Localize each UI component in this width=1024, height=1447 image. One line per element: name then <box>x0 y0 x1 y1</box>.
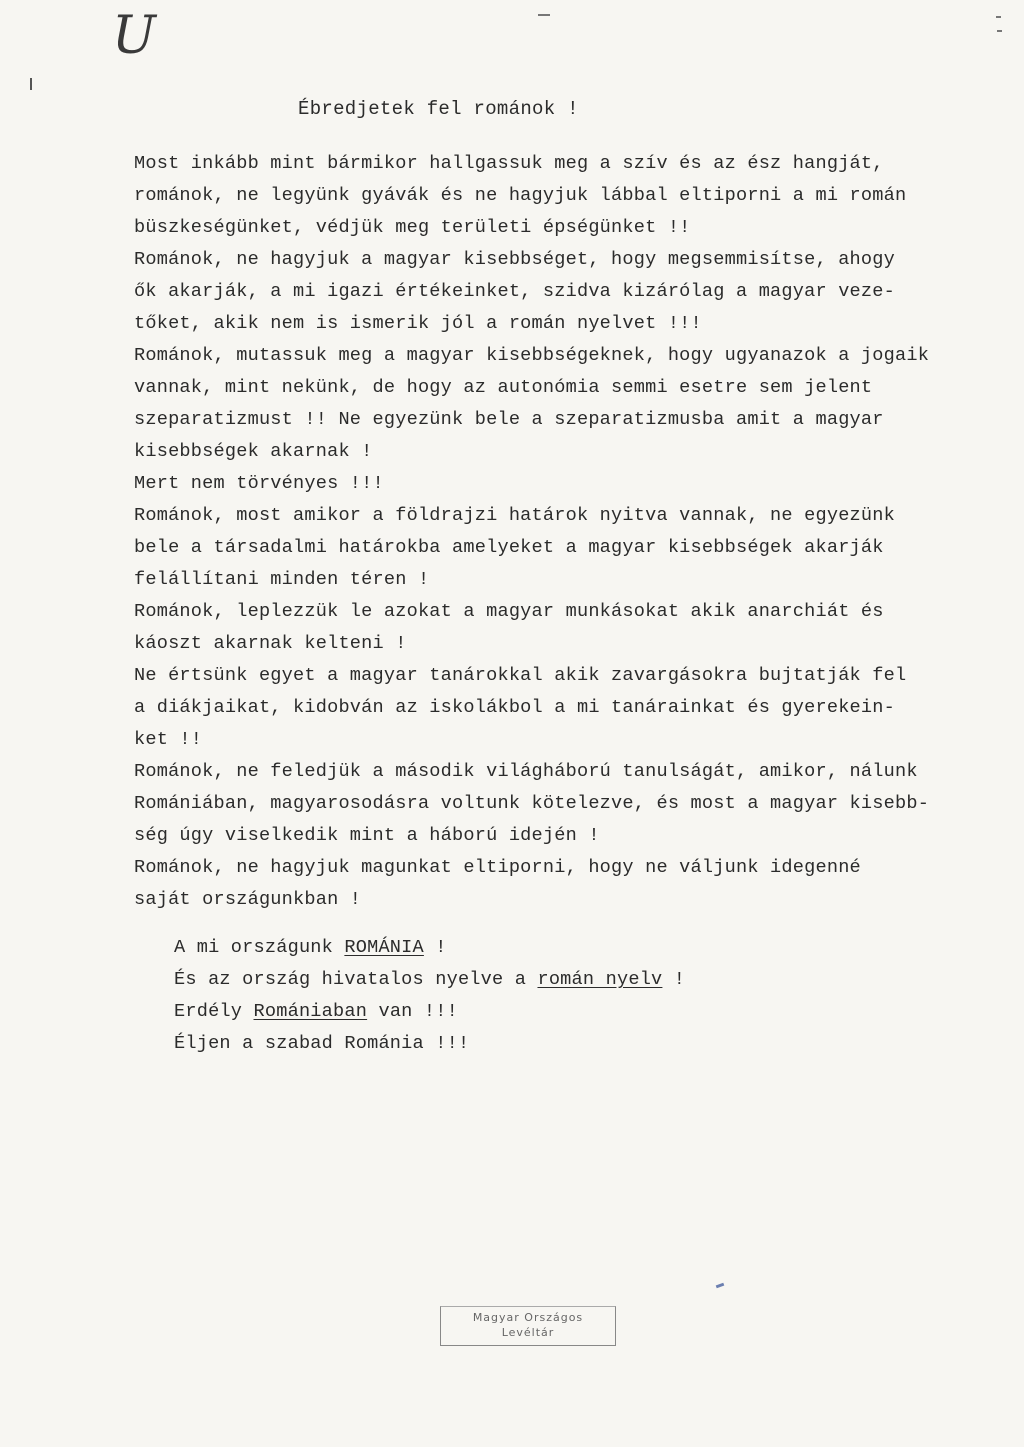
text-line: tőket, akik nem is ismerik jól a román nyelvet !!! <box>134 313 702 334</box>
stamp-line-2: Levéltár <box>501 1326 555 1339</box>
text-line: a diákjaikat, kidobván az iskolákbol a mi tanárainkat és gyerekein- <box>134 697 895 718</box>
text-line: Most inkább mint bármikor hallgassuk meg a szív és az ész hangját, <box>134 153 884 174</box>
margin-tick-mark <box>30 78 32 90</box>
text-line: büszkeségünket, védjük meg területi épségünket !! <box>134 217 691 238</box>
closing-line-2: És az ország hivatalos nyelve a román nyelv ! <box>174 969 686 990</box>
body-paragraphs <box>134 148 1014 916</box>
text-line: Románok, leplezzük le azokat a magyar munkásokat akik anarchiát és <box>134 601 884 622</box>
corner-dash-mark <box>996 16 1001 18</box>
underlined-text: ROMÁNIA <box>344 937 424 958</box>
archive-stamp <box>440 1306 616 1346</box>
text-line: Románok, ne feledjük a második világháború tanulságát, amikor, nálunk <box>134 761 918 782</box>
text-line: kisebbségek akarnak ! <box>134 441 373 462</box>
ink-mark <box>716 1283 725 1289</box>
handwritten-mark: U <box>112 6 156 66</box>
text-line: vannak, mint nekünk, de hogy az autonómia semmi esetre sem jelent <box>134 377 873 398</box>
text-line: Ne értsünk egyet a magyar tanárokkal akik zavargásokra bujtatják fel <box>134 665 907 686</box>
text-line: felállítani minden téren ! <box>134 569 430 590</box>
text-line: Románok, ne hagyjuk magunkat eltiporni, hogy ne váljunk idegenné <box>134 857 861 878</box>
closing-line-4: Éljen a szabad Románia !!! <box>174 1033 470 1054</box>
corner-dash-mark-2 <box>997 30 1002 32</box>
text-line: saját országunkban ! <box>134 889 362 910</box>
underlined-text: román nyelv <box>537 969 663 990</box>
text-line: Románok, most amikor a földrajzi határok nyitva vannak, ne egyezünk <box>134 505 895 526</box>
text-line: Romániában, magyarosodásra voltunk kötelezve, és most a magyar kisebb- <box>134 793 930 814</box>
closing-slogans <box>174 932 685 1060</box>
text-line: ség úgy viselkedik mint a háború idején ! <box>134 825 600 846</box>
top-dash-mark <box>538 14 550 16</box>
stamp-line-1: Magyar Országos <box>472 1311 584 1324</box>
text-line: ket !! <box>134 729 203 750</box>
text-line: Románok, mutassuk meg a magyar kisebbségeknek, hogy ugyanazok a jogaik <box>134 345 930 366</box>
underlined-text: Romániaban <box>253 1001 368 1022</box>
text-line: káoszt akarnak kelteni ! <box>134 633 407 654</box>
text-line: románok, ne legyünk gyávák és ne hagyjuk lábbal eltiporni a mi román <box>134 185 907 206</box>
text-line: szeparatizmust !! Ne egyezünk bele a szeparatizmusba amit a magyar <box>134 409 884 430</box>
closing-line-3: Erdély Romániaban van !!! <box>174 1001 458 1022</box>
text-line: Mert nem törvényes !!! <box>134 473 384 494</box>
text-line: Románok, ne hagyjuk a magyar kisebbséget, hogy megsemmisítse, ahogy <box>134 249 895 270</box>
closing-line-1: A mi országunk ROMÁNIA ! <box>174 937 447 958</box>
text-line: ők akarják, a mi igazi értékeinket, szidva kizárólag a magyar veze- <box>134 281 895 302</box>
text-line: bele a társadalmi határokba amelyeket a magyar kisebbségek akarják <box>134 537 884 558</box>
page-title: Ébredjetek fel románok ! <box>298 98 579 120</box>
